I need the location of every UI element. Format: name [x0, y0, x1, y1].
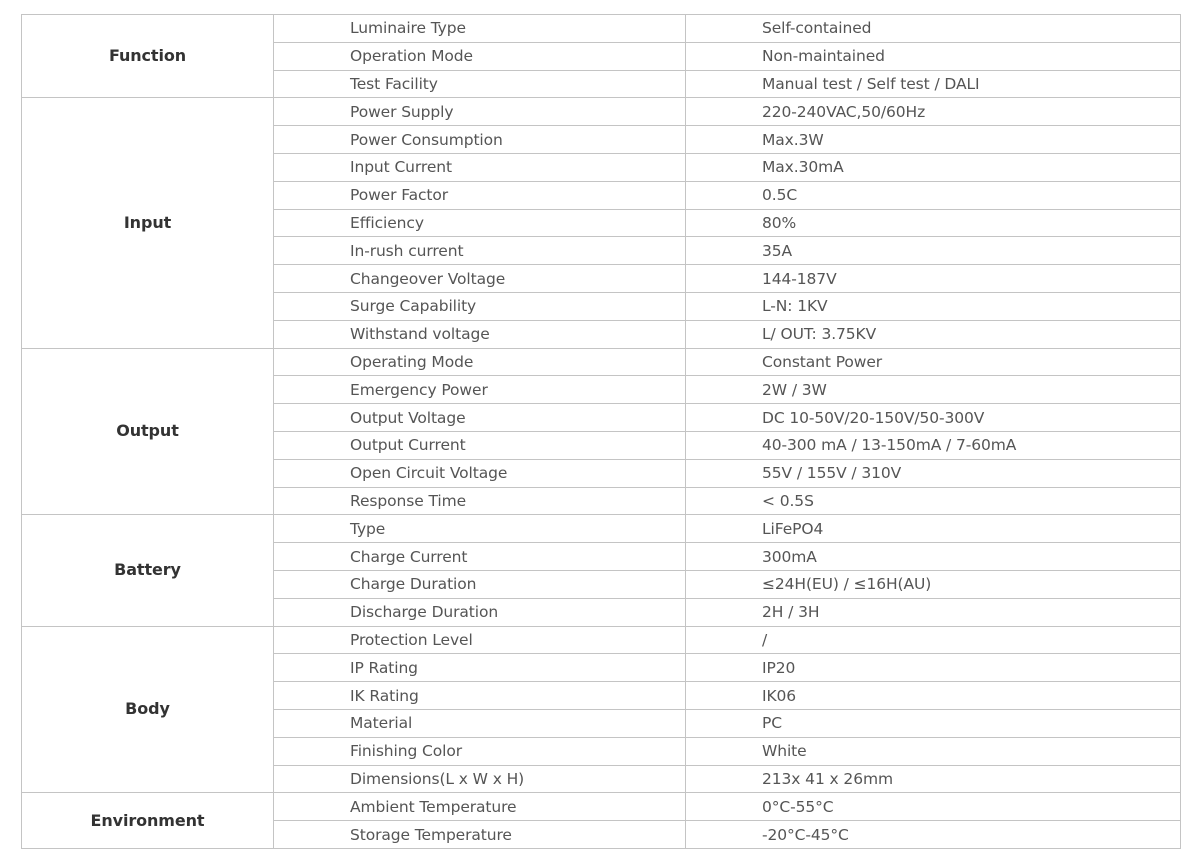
- category-label: Output: [22, 348, 274, 515]
- parameter-value: ≤24H(EU) / ≤16H(AU): [686, 570, 1181, 598]
- parameter-label: Open Circuit Voltage: [274, 459, 686, 487]
- parameter-label: Storage Temperature: [274, 821, 686, 849]
- category-label: Battery: [22, 515, 274, 626]
- parameter-value: 213x 41 x 26mm: [686, 765, 1181, 793]
- parameter-value: Manual test / Self test / DALI: [686, 70, 1181, 98]
- parameter-value: LiFePO4: [686, 515, 1181, 543]
- parameter-label: Ambient Temperature: [274, 793, 686, 821]
- parameter-value: L-N: 1KV: [686, 292, 1181, 320]
- parameter-label: Operating Mode: [274, 348, 686, 376]
- parameter-value: Max.3W: [686, 126, 1181, 154]
- parameter-value: 144-187V: [686, 265, 1181, 293]
- parameter-value: 2H / 3H: [686, 598, 1181, 626]
- parameter-label: Input Current: [274, 153, 686, 181]
- parameter-label: Power Supply: [274, 98, 686, 126]
- parameter-label: Dimensions(L x W x H): [274, 765, 686, 793]
- category-label: Function: [22, 15, 274, 98]
- parameter-label: Charge Current: [274, 543, 686, 571]
- spec-table: [21, 14, 1181, 849]
- parameter-value: White: [686, 737, 1181, 765]
- parameter-label: Charge Duration: [274, 570, 686, 598]
- category-label: Environment: [22, 793, 274, 849]
- parameter-label: Emergency Power: [274, 376, 686, 404]
- parameter-value: PC: [686, 709, 1181, 737]
- category-label: Body: [22, 626, 274, 793]
- parameter-label: Output Current: [274, 431, 686, 459]
- parameter-label: Power Factor: [274, 181, 686, 209]
- spec-row: [22, 15, 1181, 43]
- parameter-value: Non-maintained: [686, 42, 1181, 70]
- parameter-value: Max.30mA: [686, 153, 1181, 181]
- parameter-label: Type: [274, 515, 686, 543]
- parameter-value: -20°C-45°C: [686, 821, 1181, 849]
- parameter-label: Response Time: [274, 487, 686, 515]
- spec-row: [22, 515, 1181, 543]
- parameter-value: IK06: [686, 682, 1181, 710]
- parameter-value: 0°C-55°C: [686, 793, 1181, 821]
- parameter-label: IP Rating: [274, 654, 686, 682]
- parameter-value: 220-240VAC,50/60Hz: [686, 98, 1181, 126]
- spec-row: [22, 348, 1181, 376]
- parameter-value: 80%: [686, 209, 1181, 237]
- parameter-label: Material: [274, 709, 686, 737]
- spec-row: [22, 793, 1181, 821]
- parameter-label: Efficiency: [274, 209, 686, 237]
- parameter-label: IK Rating: [274, 682, 686, 710]
- parameter-label: Power Consumption: [274, 126, 686, 154]
- parameter-label: Output Voltage: [274, 404, 686, 432]
- parameter-label: Operation Mode: [274, 42, 686, 70]
- parameter-value: L/ OUT: 3.75KV: [686, 320, 1181, 348]
- parameter-label: Withstand voltage: [274, 320, 686, 348]
- parameter-label: In-rush current: [274, 237, 686, 265]
- parameter-value: 0.5C: [686, 181, 1181, 209]
- parameter-label: Luminaire Type: [274, 15, 686, 43]
- parameter-value: 35A: [686, 237, 1181, 265]
- spec-row: [22, 626, 1181, 654]
- parameter-label: Finishing Color: [274, 737, 686, 765]
- parameter-value: IP20: [686, 654, 1181, 682]
- parameter-label: Protection Level: [274, 626, 686, 654]
- parameter-value: 300mA: [686, 543, 1181, 571]
- parameter-value: 2W / 3W: [686, 376, 1181, 404]
- category-label: Input: [22, 98, 274, 348]
- parameter-value: /: [686, 626, 1181, 654]
- parameter-value: 55V / 155V / 310V: [686, 459, 1181, 487]
- spec-row: [22, 98, 1181, 126]
- spec-table-body: [22, 15, 1181, 849]
- parameter-value: 40-300 mA / 13-150mA / 7-60mA: [686, 431, 1181, 459]
- parameter-value: DC 10-50V/20-150V/50-300V: [686, 404, 1181, 432]
- parameter-label: Discharge Duration: [274, 598, 686, 626]
- parameter-label: Test Facility: [274, 70, 686, 98]
- parameter-value: < 0.5S: [686, 487, 1181, 515]
- parameter-value: Constant Power: [686, 348, 1181, 376]
- parameter-label: Surge Capability: [274, 292, 686, 320]
- parameter-value: Self-contained: [686, 15, 1181, 43]
- parameter-label: Changeover Voltage: [274, 265, 686, 293]
